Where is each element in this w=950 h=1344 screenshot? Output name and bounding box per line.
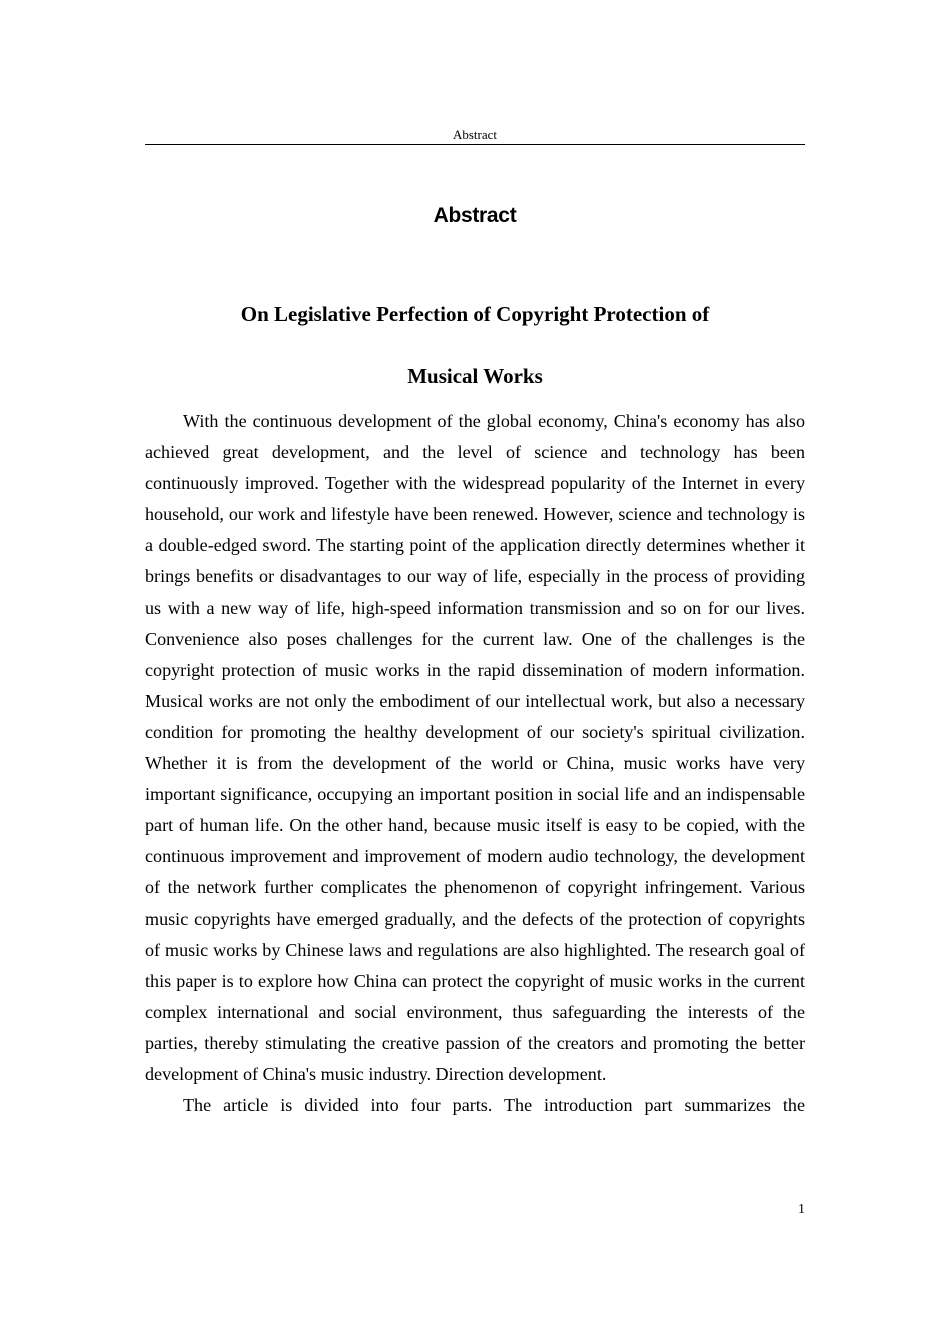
abstract-paragraph-1: With the continuous development of the global economy, China's economy has also achieved great development, and the level of science and technology has been continuously improved. Together with the widespread popularity of the Internet in every household, our work and lifestyle have been renewed. However, science and technology is a double-edged sword. The starting point of the application directly determines whether it brings benefits or disadvantages to our way of life, especially in the process of providing us with a new way of life, high-speed information transmission and so on for our lives. Convenience also poses challenges for the current law. One of the challenges is the copyright protection of music works in the rapid dissemination of modern information. Musical works are not only the embodiment of our intellectual work, but also a necessary condition for promoting the healthy development of our society's spiritual civilization. Whether it is from the development of the world or China, music works have very important significance, occupying an important position in social life and an indispensable part of human life. On the other hand, because music itself is easy to be copied, with the continuous improvement and improvement of modern audio technology, the development of the network further complicates the phenomenon of copyright infringement. Various music copyrights have emerged gradually, and the defects of the protection of copyrights of music works by Chinese laws and regulations are also highlighted. The research goal of this paper is to explore how China can protect the copyright of music works in the current complex international and social environment, thus safeguarding the interests of the parties, thereby stimulating the creative passion of the creators and promoting the better development of China's music industry. Direction development. [145, 411, 805, 1084]
paper-title [145, 283, 805, 407]
abstract-body [145, 406, 805, 1121]
section-heading: Abstract [433, 204, 517, 227]
header-rule [145, 144, 805, 145]
page-number: 1 [798, 1202, 805, 1217]
running-header: Abstract [452, 127, 498, 142]
abstract-paragraph-2: The article is divided into four parts. The introduction part summarizes the [183, 1095, 805, 1116]
paper-title-line-1: On Legislative Perfection of Copyright Protection of [240, 302, 710, 326]
paper-title-line-2: Musical Works [407, 364, 543, 388]
